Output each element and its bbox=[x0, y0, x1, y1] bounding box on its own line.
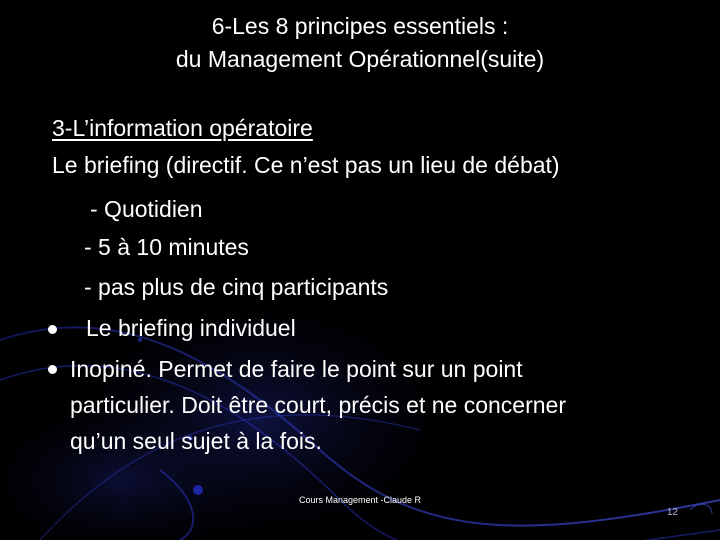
slide-title bbox=[0, 10, 720, 76]
bullet-dot-icon bbox=[48, 325, 57, 334]
list-item-duration: - 5 à 10 minutes bbox=[84, 234, 249, 260]
title-line-1: 6-Les 8 principes essentiels : bbox=[211, 13, 509, 39]
page-number: 12 bbox=[666, 507, 678, 518]
title-line-2: du Management Opérationnel(suite) bbox=[175, 46, 545, 72]
list-item-quotidien: - Quotidien bbox=[90, 196, 203, 222]
section-heading: 3-L’information opératoire bbox=[52, 115, 313, 141]
bullet-item-individual-briefing: Le briefing individuel bbox=[86, 315, 296, 341]
list-item-participants: - pas plus de cinq participants bbox=[84, 274, 389, 300]
bullet-item-inopine-line-3: qu’un seul sujet à la fois. bbox=[70, 428, 322, 454]
bullet-item-inopine-line-1: Inopiné. Permet de faire le point sur un point bbox=[70, 356, 523, 382]
footer-text: Cours Management -Claude R bbox=[298, 495, 422, 505]
bullet-dot-icon bbox=[48, 365, 57, 374]
briefing-line: Le briefing (directif. Ce n’est pas un lieu de débat) bbox=[52, 152, 560, 178]
bullet-item-inopine-line-2: particulier. Doit être court, précis et ne concerner bbox=[70, 392, 567, 418]
